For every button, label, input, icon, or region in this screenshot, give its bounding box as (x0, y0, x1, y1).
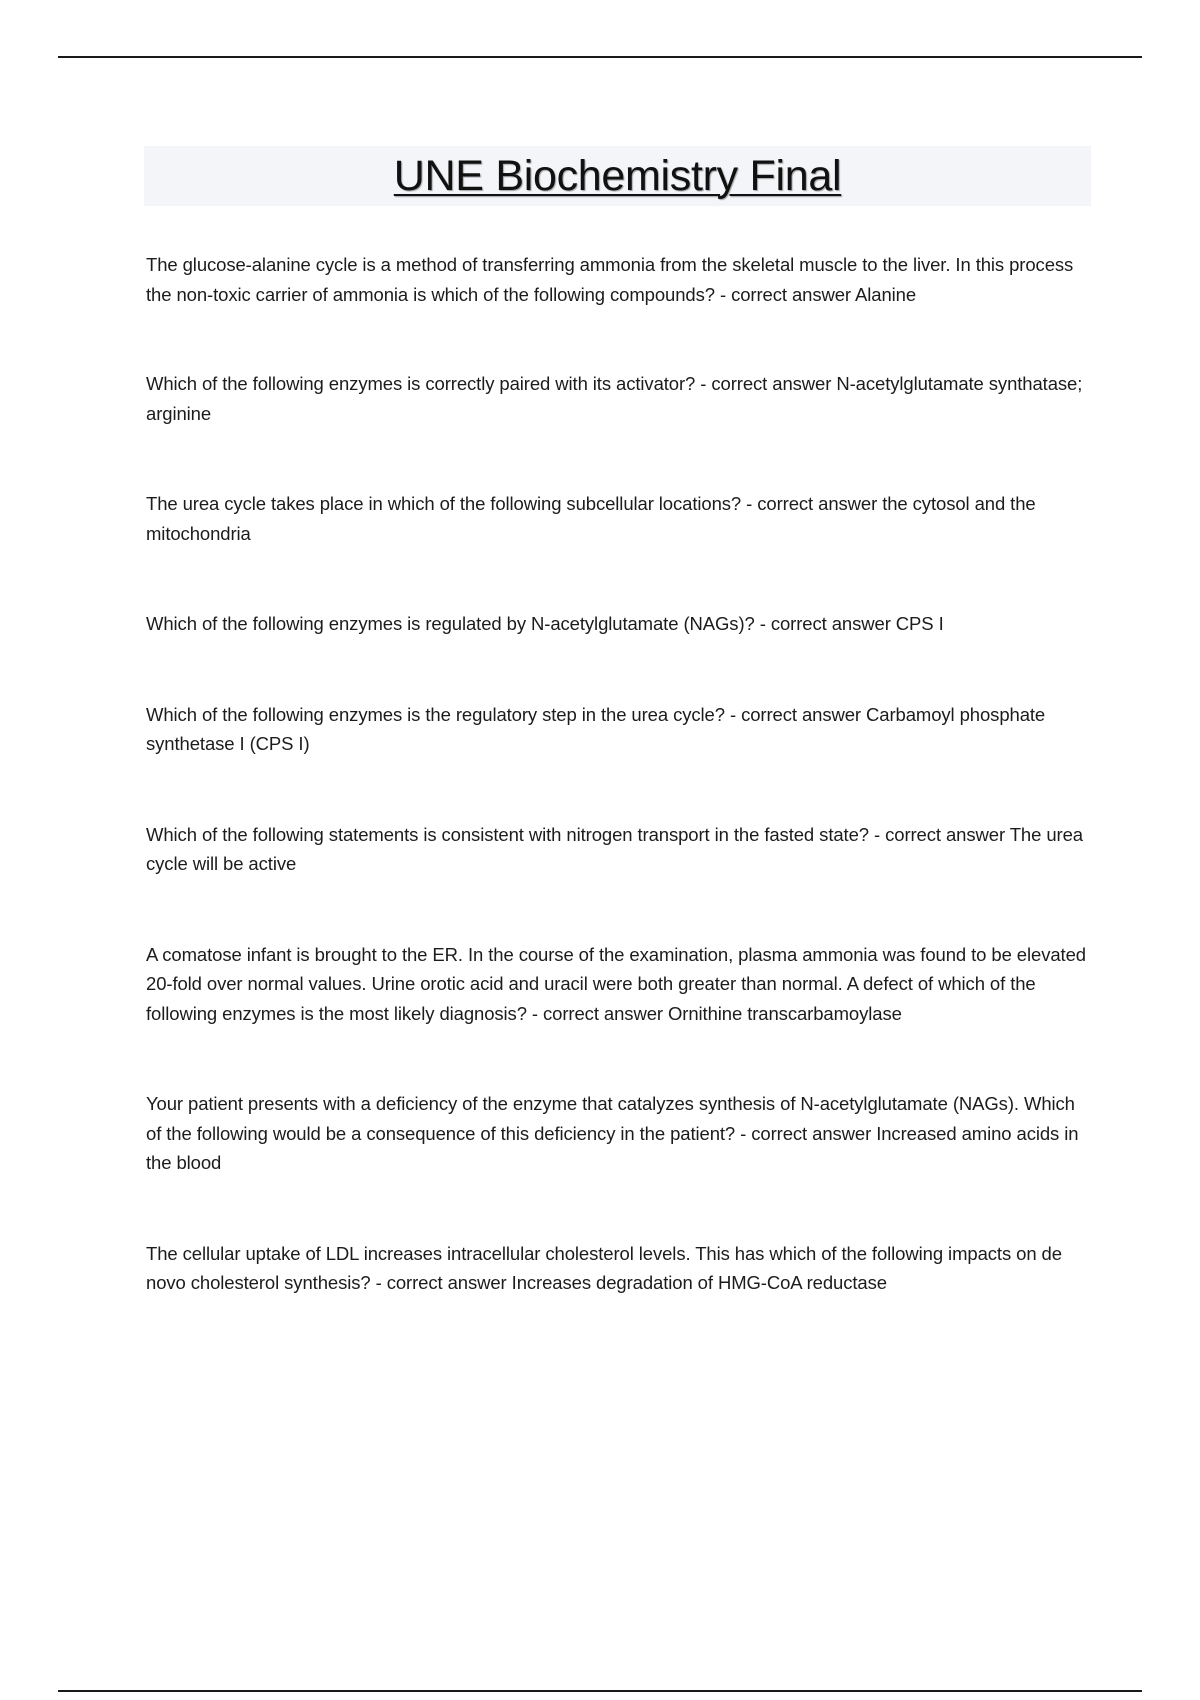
question-item-3: The urea cycle takes place in which of the following subcellular locations? - correct answer the cytosol and the mitochondria (146, 493, 1036, 544)
question-item-1: The glucose-alanine cycle is a method of transferring ammonia from the skeletal muscle to the liver. In this process the non-toxic carrier of ammonia is which of the following compounds? - correct answer Alanine (146, 254, 1074, 305)
title-band (144, 146, 1091, 206)
question-item-7: A comatose infant is brought to the ER. In the course of the examination, plasma ammonia was found to be elevated 20-fold over normal values. Urine orotic acid and uracil were both greater than normal. A defect of which of the following enzymes is the most likely diagnosis? - correct answer Ornithine transcarbamoylase (146, 943, 1086, 1024)
question-item-9: The cellular uptake of LDL increases intracellular cholesterol levels. This has which of the following impacts on de novo cholesterol synthesis? - correct answer Increases degradation of HMG-CoA reductase (146, 1242, 1062, 1293)
question-item-8: Your patient presents with a deficiency of the enzyme that catalyzes synthesis of N-acetylglutamate (NAGs). Which of the following would be a consequence of this deficiency in the patient? - correct answer Increased amino acids in the blood (146, 1093, 1079, 1173)
bottom-rule (58, 1690, 1142, 1692)
question-list (146, 250, 1092, 1298)
document-title: UNE Biochemistry Final (393, 152, 842, 200)
question-item-5: Which of the following enzymes is the regulatory step in the urea cycle? - correct answer Carbamoyl phosphate synthetase I (CPS I) (146, 703, 1046, 754)
question-item-2: Which of the following enzymes is correctly paired with its activator? - correct answer N-acetylglutamate synthatase; arginine (146, 373, 1083, 424)
top-rule (58, 56, 1142, 58)
question-item-4: Which of the following enzymes is regulated by N-acetylglutamate (NAGs)? - correct answer CPS I (146, 613, 944, 634)
question-item-6: Which of the following statements is consistent with nitrogen transport in the fasted state? - correct answer The urea cycle will be active (146, 823, 1083, 874)
